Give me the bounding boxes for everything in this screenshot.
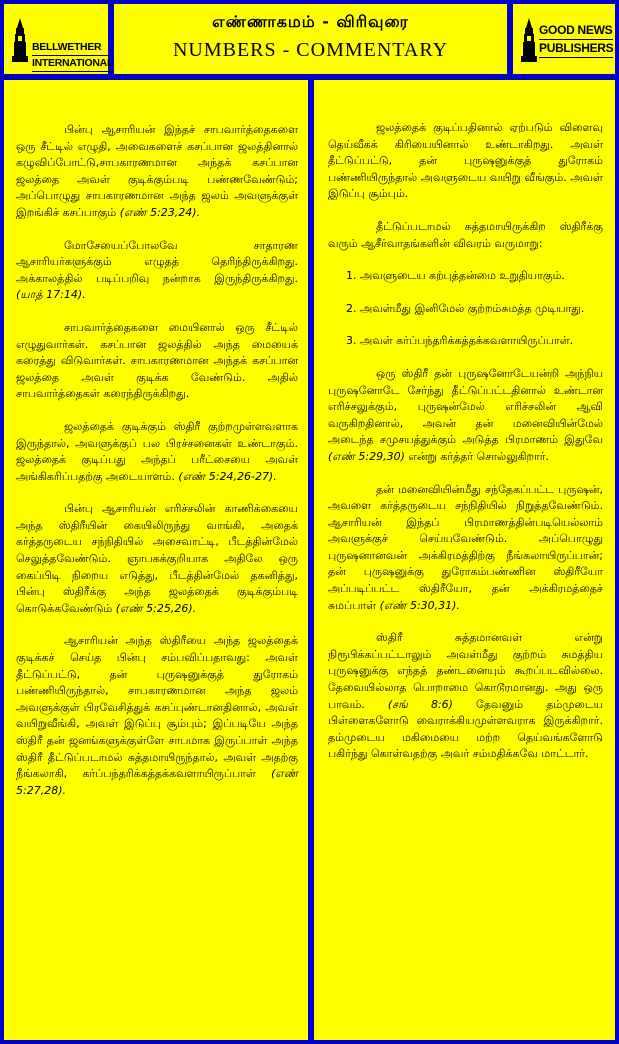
left-column: [4, 80, 308, 1040]
list-item: 3. அவள் கர்ப்பந்தரிக்கத்தக்கவளாயிருப்பாள்.: [360, 333, 603, 350]
paragraph: [328, 120, 603, 203]
bell-tower-icon: [521, 18, 537, 62]
logo-right-line2: PUBLISHERS: [539, 40, 613, 58]
scripture-reference: (எண் 5:23,24).: [119, 205, 201, 219]
paragraph-text: பின்பு ஆசாரியன் இந்தச் சாபவார்த்தைகளை ஒரு சீட்டில் எழுதி, அவைகளைச் கசப்பான ஜலத்தினால் கழுவிப்போட்டு,சாபகாரணமான அந்தக் கசப்பான ஜலத்தை அவள் குடிக்கும்படி பண்ணவேண்டும்; அப்பொழுது சாபகாரணமான அந்த ஜலம் அவளுக்குள் இறங்கிச் கசப்பாகும்: [16, 123, 298, 219]
paragraph: [328, 630, 603, 763]
paragraph: [328, 482, 603, 615]
scripture-reference: (எண் 5:29,30): [328, 449, 405, 463]
paragraph-text-tail: என்று கர்த்தர் சொல்லுகிறார்.: [408, 449, 550, 463]
left-column-text: [16, 122, 298, 815]
paragraph: [16, 122, 298, 222]
list-item: 2. அவள்மீது இனிமேல் குற்றம்சுமத்த முடியாது.: [360, 301, 603, 318]
scripture-reference: (எண் 5:27,28).: [16, 767, 298, 797]
scripture-reference: (எண் 5:24,26-27).: [178, 469, 277, 483]
paragraph: [16, 501, 298, 617]
paragraph-text: ஆசாரியன் அந்த ஸ்திரீயை அந்த ஜலத்தைக் குடிக்கச் செய்த பின்பு சம்பவிப்பதாவது: அவள் தீட்டுப்பட்டு, தன் புருஷனுக்குத் துரோகம் பண்ணியிருந்தால், சாபகாரணமான அந்த ஜலம் அவளுக்குள் பிரவேசித்துக் கசப்புண்டானதினால், அவள் வயிறுவீங்கி, அவள் இடுப்பு சூம்பும்; இப்படியே அந்த ஸ்திரீ தன் ஜனங்களுக்குள்ளே சாபமாக இருப்பாள் அந்த ஸ்திரீ தீட்டுப்படாமல் சுத்தமாயிருந்தால், அவள் அதற்கு நீங்கலாகி, கர்ப்பந்தரிக்கத்தக்கவளாயிருப்பாள்: [16, 634, 298, 781]
paragraph-text: தன் மனைவியின்மீது சந்தேகப்பட்ட புருஷன், அவளை கர்த்தருடைய சந்நிதியில் நிறுத்தவேண்டும். ஆசாரியன் இந்தப் பிரமாணத்தின்படியெல்லாம் அவளுக்குச் செய்யவேண்டும். அப்பொழுது புருஷனானவன் அக்கிரமத்திற்கு நீங்கலாயிருப்பான்; தன் புருஷனுக்கு துரோகம்பண்ணின ஸ்திரீயோ அப்படிப்பட்ட ஸ்திரீயோ, தன் அக்கிரமத்தைச் சுமப்பாள்: [328, 482, 603, 612]
paragraph: [16, 320, 298, 403]
logo-left-line1: BELLWETHER: [32, 40, 113, 56]
paragraph: [16, 633, 298, 799]
paragraph-text-tail: தேவனும் தம்முடைய பிள்ளைகளோடு வைராக்கியமுள்ளவராக இருக்கிறார். தம்முடைய மகிமையை மற்ற தெய்வங்களோடு பகிர்ந்து கொள்வதற்கு அவர் சம்மதிக்கவே மாட்டார்.: [328, 697, 604, 761]
paragraph-text: ஜலத்தைக் குடிப்பதினால் ஏற்படும் விளைவு தெய்வீகக் கிரியையினால் உண்டாகிறது. அவள் தீட்டுப்பட்டு, தன் புருஷனுக்குத் துரோகம் பண்ணியிருந்தால் அவளுடைய வயிறு வீங்கும். அவள் இடுப்பு சூம்பும்.: [328, 121, 603, 201]
paragraph-text: பின்பு ஆசாரியன் எரிச்சலின் காணிக்கையை அந்த ஸ்திரீயின் கையிலிருந்து வாங்கி, அதைக் கர்த்தருடைய சந்நிதியில் அசைவாட்டி, பீடத்தின்மேல் செலுத்தவேண்டும். ஞாபகக்குறியாக அதிலே ஒரு கைப்பிடி நிறைய எடுத்து, பீடத்தின்மேல் தகனித்து, பின்பு ஸ்திரீக்கு அந்த ஜலத்தைக் குடிக்கும்படி கொடுக்கவேண்டும்: [16, 502, 298, 615]
paragraph-text: ஸ்திரீ சுத்தமானவள் என்று நிரூபிக்கப்பட்டாலும் அவள்மீது குற்றம் சுமத்திய புருஷனுக்கு எந்தத் தண்டனையும் கூறப்படவில்லை. தேவையில்லாத பொறாமை கொடூரமானது. அது ஒரு பாவம்.: [328, 631, 603, 711]
paragraph-text: ஜலத்தைக் குடிக்கும் ஸ்திரீ குற்றமுள்ளவளாக இருந்தால், அவளுக்குப் பல பிரச்சனைகள் உண்டாகும். ஜலத்தைக் குடிப்பது அந்தப் பரீட்சையை அவள் அங்கிகரிப்பதற்கு அடையாளம்.: [16, 419, 298, 483]
logo-good-news: [513, 4, 615, 74]
logo-bellwether: [4, 4, 114, 74]
paragraph-text: சாபவார்த்தைகளை மையினால் ஒரு சீட்டில் எழுதுவார்கள். கசப்பான ஜலத்தில் அந்த மையைக் கரைத்து விடுவார்கள். சாபகாரணமான அந்தக் கசப்பான ஜலத்தை அவள் குடிக்க வேண்டும். அதில் சாபவார்த்தைகள் கரைந்திருக்கிறது.: [16, 320, 298, 401]
paragraph: [16, 419, 298, 485]
bell-tower-icon: [12, 18, 28, 62]
paragraph: [328, 219, 603, 252]
page-header: [114, 4, 507, 74]
title-english: NUMBERS - COMMENTARY: [172, 39, 449, 61]
blessings-list: [328, 268, 603, 350]
paragraph-text: தீட்டுப்படாமல் சுத்தமாயிருக்கிற ஸ்திரீக்கு வரும் ஆசீர்வாதங்களின் விவரம் வருமாறு:: [328, 219, 603, 250]
logo-left-line2: INTERNATIONAL: [32, 56, 113, 72]
paragraph: [328, 366, 603, 466]
scripture-reference: (எண் 5:25,26).: [115, 601, 197, 615]
list-item: 1. அவளுடைய கற்புத்தன்மை உறுதியாகும்.: [360, 268, 603, 285]
logo-right-line1: GOOD NEWS: [539, 22, 613, 40]
scripture-reference: (எண் 5:30,31).: [379, 598, 460, 612]
scripture-reference: (சங் 8:6): [387, 697, 453, 711]
paragraph-text: ஒரு ஸ்திரீ தன் புருஷனோடேயன்றி அந்நிய புருஷனோடே சேர்ந்து தீட்டுப்பட்டதினால் உண்டான எரிச்சலுக்கும், புருஷன்மேல் எரிச்சலின் ஆவி வருகிறதினால், அவன் தன் மனைவியின்மேல் அடைந்த சமுசயத்துக்கும் அடுத்த பிரமாணம் இதுவே: [328, 366, 603, 447]
title-tamil: எண்ணாகமம் - விரிவுரை: [212, 12, 409, 31]
paragraph: [16, 238, 298, 304]
right-column-text: [328, 120, 603, 779]
paragraph-text: மோசேயைப்போலவே சாதாரண ஆசாரியர்களுக்கும் எழுதத் தெரிந்திருக்கிறது. அக்காலத்தில் படிப்பறிவு நன்றாக இருந்திருக்கிறது.: [16, 238, 298, 285]
right-column: [314, 80, 615, 1040]
scripture-reference: (யாத் 17:14).: [16, 288, 86, 302]
